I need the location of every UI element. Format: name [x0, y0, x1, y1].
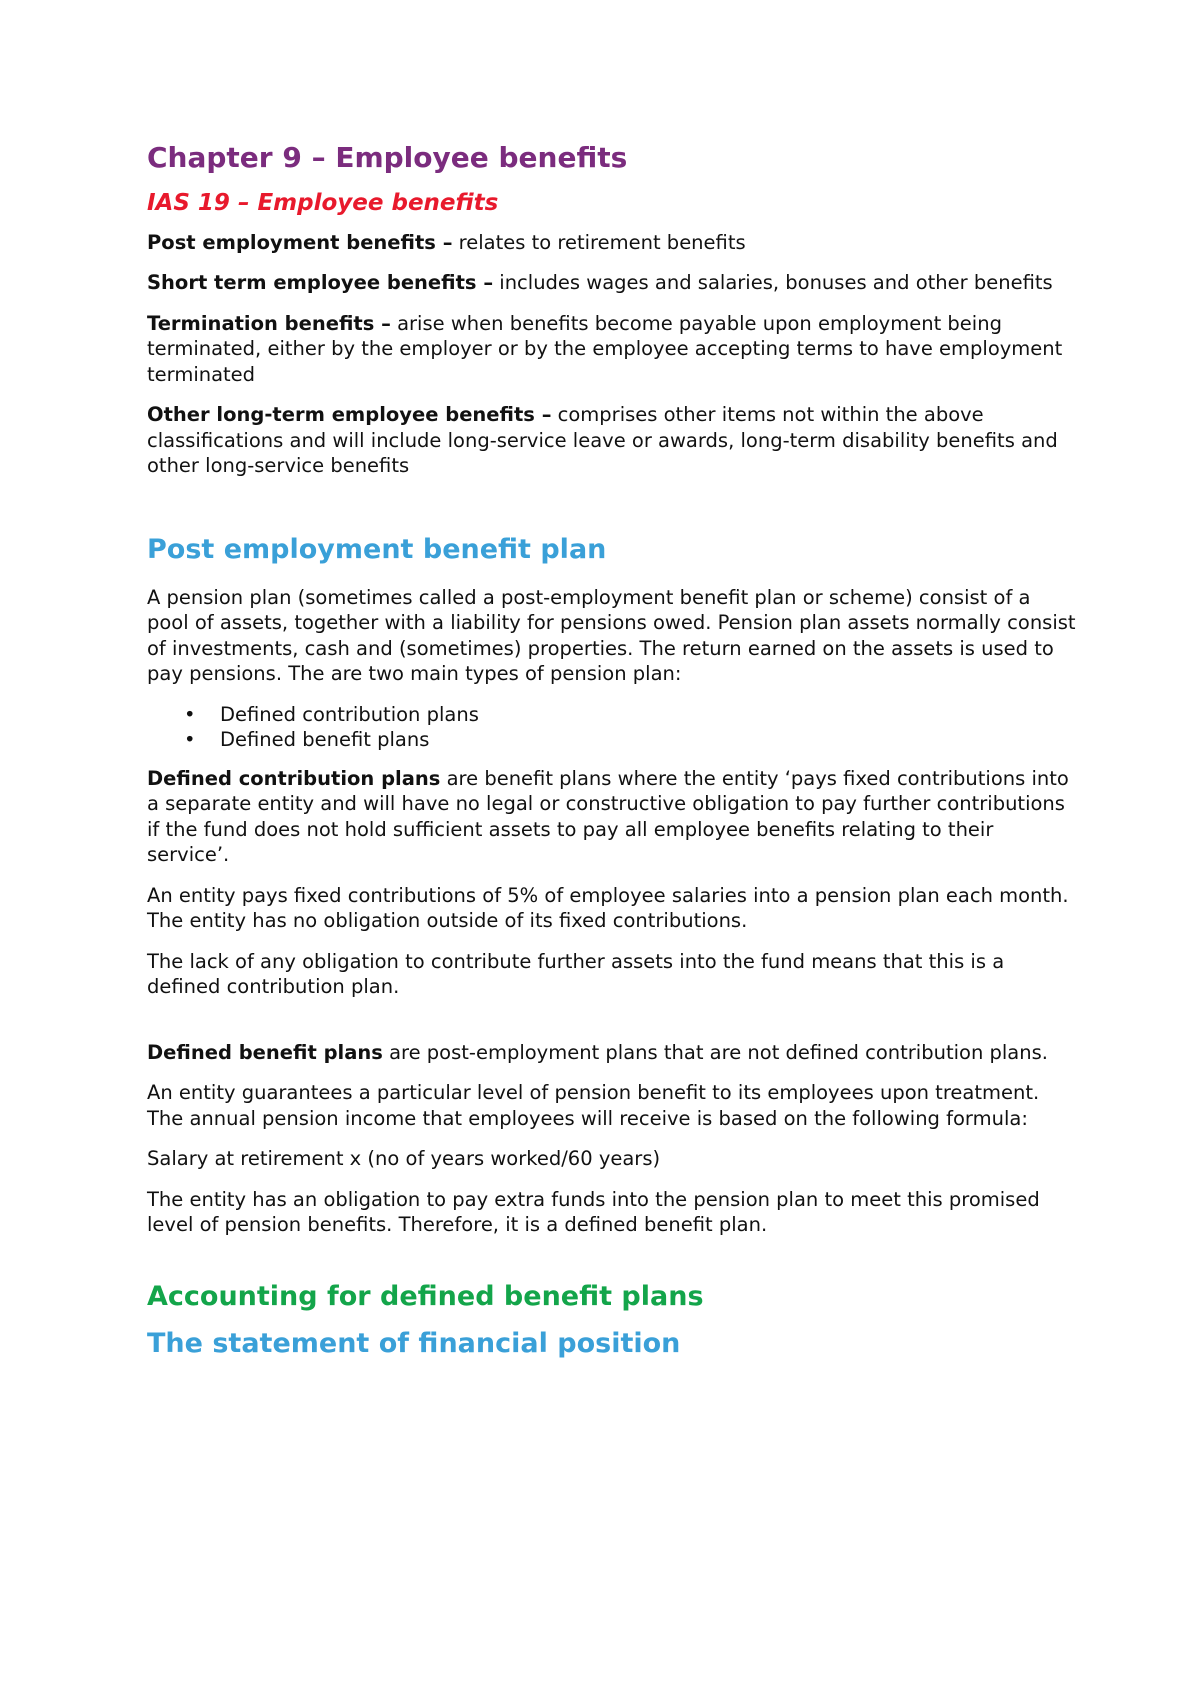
list-item [147, 702, 1077, 728]
db-term: Defined benefit plans [147, 1040, 383, 1064]
db-definition [147, 1040, 1077, 1066]
bullet-glyph: • [184, 728, 196, 751]
dc-conclusion: The lack of any obligation to contribute further assets into the fund means that this is a defined contribution plan. [147, 949, 1005, 998]
db-text: are post-employment plans that are not defined contribution plans. [382, 1040, 1048, 1064]
definition-text: comprises other items not within the above classifications and will include long-service leave or awards, long-term disability benefits and other long-service benefits [147, 403, 1058, 478]
post-employment-heading: Post employment benefit plan [147, 533, 607, 565]
pension-plan-intro: A pension plan (sometimes called a post-employment benefit plan or scheme) consist of a pool of assets, together with a liability for pensions owed. Pension plan assets normally consist of investments, cash and (sometimes) properties. The return earned on the assets is used to pay pensions. The are two main types of pension plan: [147, 585, 1076, 685]
definition-term: Short term employee benefits – [147, 271, 494, 295]
db-example: An entity guarantees a particular level of pension benefit to its employees upon treatment. The annual pension income that employees will receive is based on the following formula: [147, 1081, 1040, 1130]
definition-term: Other long-term employee benefits – [147, 403, 552, 427]
dc-text: are benefit plans where the entity ‘pays fixed contributions into a separate entity and will have no legal or constructive obligation to pay further contributions if the fund does not hold sufficient assets to pay all employee benefits relating to their service’. [147, 766, 1069, 866]
list-item-label: Defined contribution plans [220, 702, 479, 726]
db-formula: Salary at retirement x (no of years worked/60 years) [147, 1147, 661, 1170]
definition-short-term [147, 270, 1077, 296]
definition-termination [147, 311, 1077, 388]
document-page [147, 140, 1077, 1361]
dc-example: An entity pays fixed contributions of 5% of employee salaries into a pension plan each month. The entity has no obligation outside of its fixed contributions. [147, 883, 1069, 932]
definition-term: Termination benefits – [147, 311, 391, 335]
dc-definition [147, 766, 1077, 868]
definition-other-long-term [147, 402, 1077, 479]
sofp-heading: The statement of financial position [147, 1328, 681, 1360]
bullet-glyph: • [184, 702, 196, 726]
list-item-label: Defined benefit plans [220, 728, 430, 751]
list-item [147, 727, 1077, 753]
dc-term: Defined contribution plans [147, 766, 441, 790]
definition-text: includes wages and salaries, bonuses and other benefits [493, 271, 1053, 295]
definition-post-employment [147, 230, 1077, 256]
definition-text: arise when benefits become payable upon employment being terminated, either by the employer or by the employee accepting terms to have employment terminated [147, 311, 1063, 386]
db-conclusion: The entity has an obligation to pay extra funds into the pension plan to meet this promised level of pension benefits. Therefore, it is a defined benefit plan. [147, 1187, 1040, 1236]
chapter-title: Chapter 9 – Employee benefits [147, 141, 628, 174]
ias-title: IAS 19 – Employee benefits [147, 190, 499, 216]
definition-text: relates to retirement benefits [452, 230, 746, 254]
pension-plan-types-list [147, 702, 1077, 753]
definition-term: Post employment benefits – [147, 230, 453, 254]
accounting-heading: Accounting for defined benefit plans [147, 1280, 704, 1312]
